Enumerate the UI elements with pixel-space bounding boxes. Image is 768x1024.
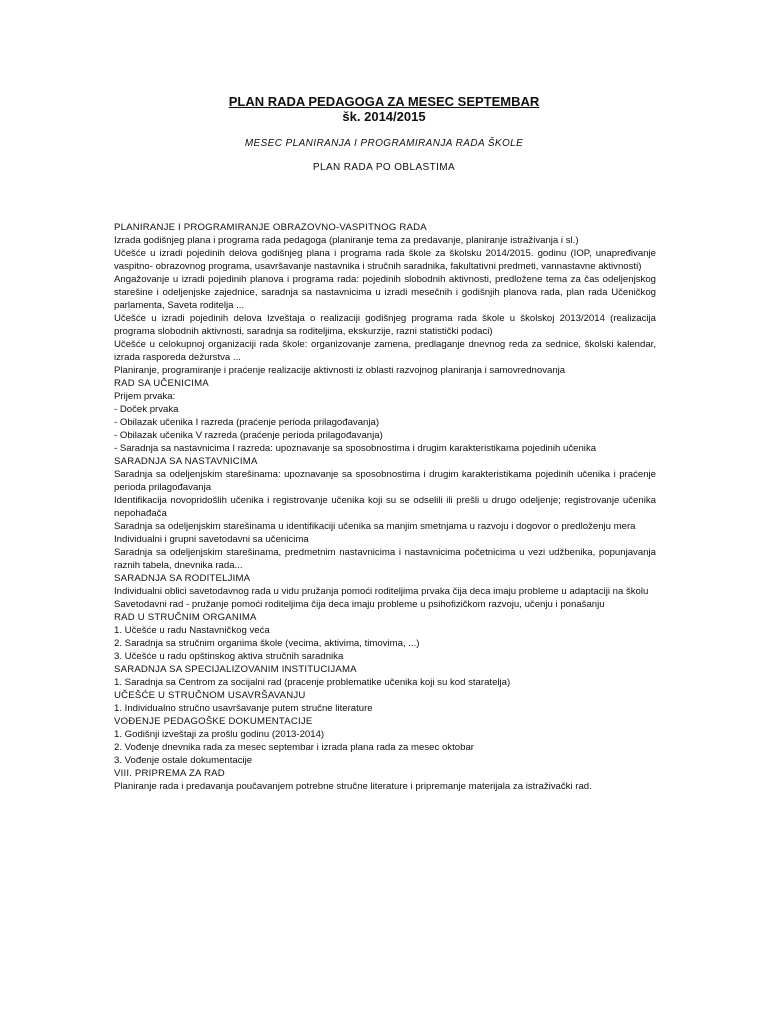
document-title-text: PLAN RADA PEDAGOGA ZA MESEC SEPTEMBAR: [228, 94, 540, 109]
list-item: Prijem prvaka:: [114, 391, 176, 402]
list-item: 1. Individualno stručno usavršavanje putem stručne literature: [114, 703, 373, 714]
paragraph: Identifikacija novopridošlih učenika i registrovanje učenika koji su se odselili ili prešli u drugo odeljenje; registrovanje učenika nepohađača: [114, 495, 656, 519]
list-item: Savetodavni rad - pružanje pomoći roditeljima čija deca imaju probleme u psihofizičkom razvoju, učenju i ponašanju: [114, 599, 605, 610]
paragraph: Učešće u izradi pojedinih delova godišnjeg plana i programa rada škole za školsku 2014/2015. godinu (IOP, unapređivanje vaspitno- obrazovnog programa, usavršavanje nastavnika i stručnih saradnika, fakultativni predmeti, vannastavne aktivnosti): [114, 248, 656, 272]
section-heading: VOĐENJE PEDAGOŠKE DOKUMENTACIJE: [114, 716, 313, 727]
section-heading: VIII. PRIPREMA ZA RAD: [114, 768, 225, 779]
paragraph: Planiranje, programiranje i praćenje realizacije aktivnosti iz oblasti razvojnog planiranja i samovrednovanja: [114, 365, 566, 376]
section-heading: PLANIRANJE I PROGRAMIRANJE OBRAZOVNO-VASPITNOG RADA: [114, 222, 427, 233]
list-item: 3. Učešće u radu opštinskog aktiva stručnih saradnika: [114, 651, 344, 662]
section-heading: SARADNJA SA SPECIJALIZOVANIM INSTITUCIJAMA: [114, 664, 357, 675]
section-heading: SARADNJA SA NASTAVNICIMA: [114, 456, 258, 467]
list-item: - Obilazak učenika V razreda (praćenje perioda prilagođavanja): [114, 430, 383, 441]
paragraph: Saradnja sa odeljenjskim starešinama: upoznavanje sa sposobnostima i drugim karakteristikama pojedinih učenika i praćenje perioda prilagođavanja: [114, 469, 656, 493]
paragraph: Izrada godišnjeg plana i programa rada pedagoga (planiranje tema za predavanje, planiranje istraživanja i sl.): [114, 235, 579, 246]
list-item: 1. Godišnji izveštaji za prošlu godinu (2013-2014): [114, 729, 325, 740]
section-caption: PLAN RADA PO OBLASTIMA: [312, 162, 456, 173]
list-item: 1. Saradnja sa Centrom za socijalni rad (pracenje problematike učenika koji su kod staratelja): [114, 677, 511, 688]
paragraph: Učešće u celokupnoj organizaciji rada škole: organizovanje zamena, predlaganje dnevnog reda za sednice, školski kalendar, izrada rasporeda dežurstva ...: [114, 339, 656, 363]
list-item: 3. Vođenje ostale dokumentacije: [114, 755, 253, 766]
paragraph: Saradnja sa odeljenjskim starešinama, predmetnim nastavnicima i nastavnicima početnicima u vezi udžbenika, popunjavanja raznih tabela, dnevnika rada...: [114, 547, 656, 571]
paragraph: Učešće u izradi pojedinih delova Izveštaja o realizaciji godišnjeg programa rada škole u školskoj 2013/2014 (realizacija programa slobodnih aktivnosti, saradnja sa roditeljima, ekskurzije, razni statistički podaci): [114, 313, 656, 337]
school-year: šk. 2014/2015: [342, 109, 426, 124]
section-heading: RAD SA UČENICIMA: [114, 378, 209, 389]
section-heading: SARADNJA SA RODITELJIMA: [114, 573, 251, 584]
list-item: - Doček prvaka: [114, 404, 179, 415]
document-subtitle: MESEC PLANIRANJA I PROGRAMIRANJA RADA ŠKOLE: [244, 138, 524, 149]
document-title: [0, 94, 768, 109]
paragraph: Individualni oblici savetodavnog rada u vidu pružanja pomoći roditeljima prvaka čija deca imaju probleme u adaptaciji na školu: [114, 586, 649, 597]
list-item: 1. Učešće u radu Nastavničkog veća: [114, 625, 270, 636]
list-item: - Saradnja sa nastavnicima I razreda: upoznavanje sa sposobnostima i drugim karakteristikama pojedinih učenika: [114, 443, 597, 454]
list-item: Planiranje rada i predavanja poučavanjem potrebne stručne literature i pripremanje materijala za istraživački rad.: [114, 781, 592, 792]
list-item: Individualni i grupni savetodavni sa učenicima: [114, 534, 309, 545]
paragraph: Angažovanje u izradi pojedinih planova i programa rada: pojedinih slobodnih aktivnosti, predložene tema za čas odeljenjskog starešine i odeljenjske zajednice, saradnja sa nastavnicima u izradi mesečnih i godišnjih planova rada, plan rada Učeničkog parlamenta, Saveta roditelja ...: [114, 274, 656, 311]
paragraph: Saradnja sa odeljenjskim starešinama u identifikaciji učenika sa manjim smetnjama u razvoju i dogovor o predloženju mera: [114, 521, 636, 532]
document-body: [114, 221, 656, 793]
list-item: 2. Saradnja sa stručnim organima škole (vecima, aktivima, timovima, ...): [114, 638, 420, 649]
list-item: 2. Vođenje dnevnika rada za mesec septembar i izrada plana rada za mesec oktobar: [114, 742, 474, 753]
section-heading: RAD U STRUČNIM ORGANIMA: [114, 612, 257, 623]
list-item: - Obilazak učenika I razreda (praćenje perioda prilagođavanja): [114, 417, 380, 428]
section-heading: UČEŠĆE U STRUČNOM USAVRŠAVANJU: [114, 690, 306, 701]
